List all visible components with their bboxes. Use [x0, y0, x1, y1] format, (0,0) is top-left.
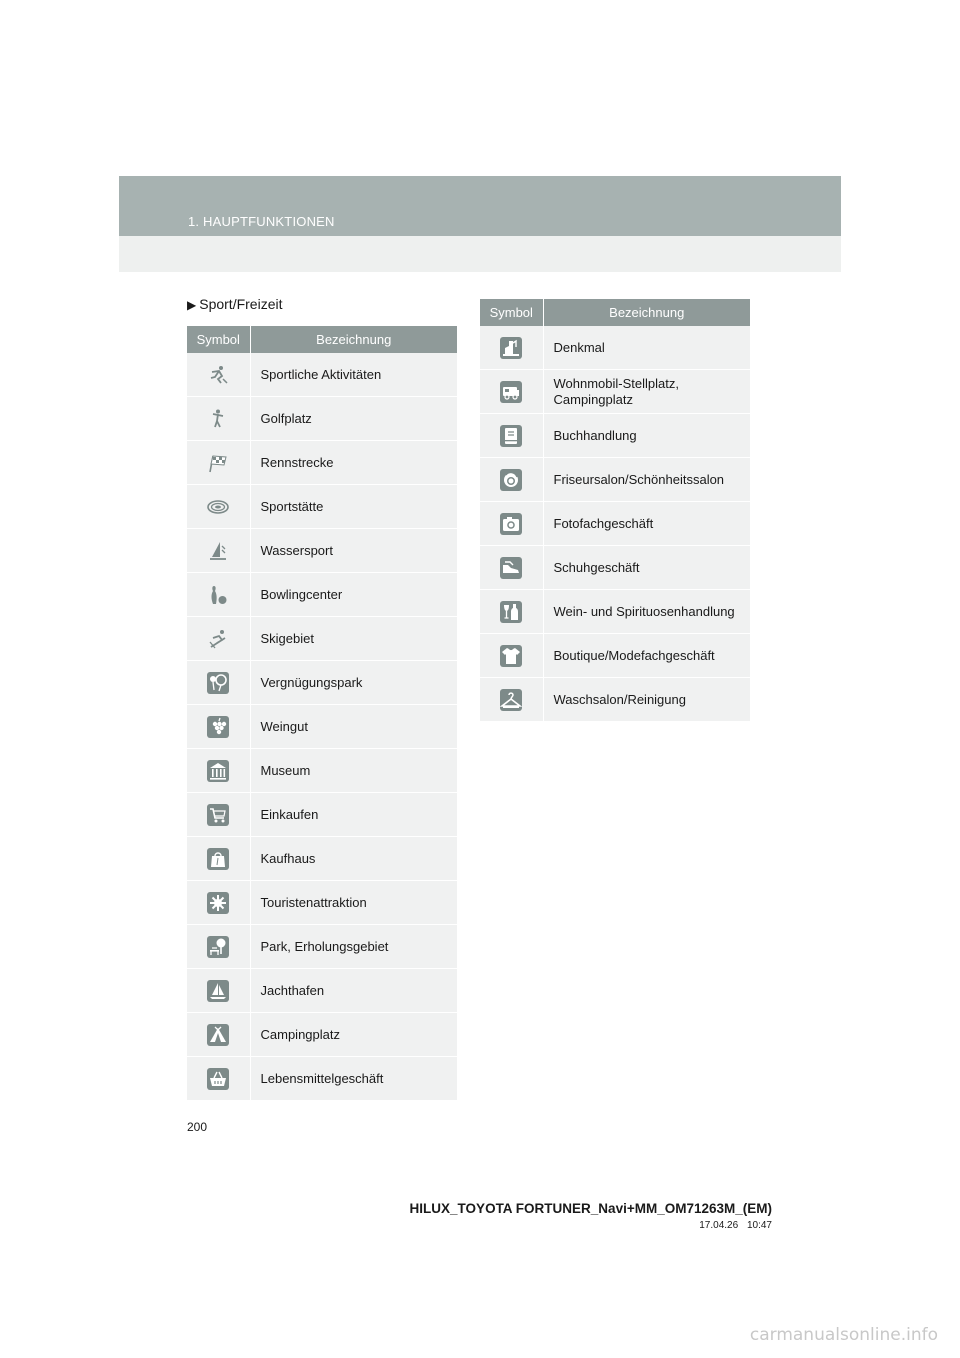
symbol-cell: [480, 678, 543, 722]
golf-icon: [207, 408, 229, 430]
poi-name: Vergnügungspark: [250, 661, 457, 705]
poi-name: Schuhgeschäft: [543, 546, 750, 590]
sailboat-icon: [207, 980, 229, 1002]
windsurf-icon: [207, 540, 229, 562]
poi-name: Bowlingcenter: [250, 573, 457, 617]
hair-salon-icon: [500, 469, 522, 491]
table-row: [187, 661, 457, 705]
poi-name: Boutique/Modefachgeschäft: [543, 634, 750, 678]
grocery-basket-icon: [207, 1068, 229, 1090]
poi-name: Touristenattraktion: [250, 881, 457, 925]
table-row: [187, 925, 457, 969]
wine-bottle-icon: [500, 601, 522, 623]
symbol-cell: [480, 502, 543, 546]
grapes-icon: [207, 716, 229, 738]
triangle-bullet-icon: ▶: [187, 298, 197, 312]
table-row: [187, 749, 457, 793]
symbol-cell: [480, 546, 543, 590]
table-row: [480, 458, 750, 502]
symbol-cell: [480, 458, 543, 502]
museum-icon: [207, 760, 229, 782]
column-header-symbol: Symbol: [187, 326, 250, 353]
symbol-cell: [187, 441, 250, 485]
table-row: [187, 617, 457, 661]
symbol-cell: [480, 370, 543, 414]
table-row: [480, 370, 750, 414]
symbol-cell: [187, 573, 250, 617]
poi-name: Fotofachgeschäft: [543, 502, 750, 546]
poi-name: Skigebiet: [250, 617, 457, 661]
symbol-cell: [187, 705, 250, 749]
poi-name: Golfplatz: [250, 397, 457, 441]
poi-name: Lebensmittelgeschäft: [250, 1057, 457, 1101]
shopping-cart-icon: [207, 804, 229, 826]
symbol-cell: [480, 414, 543, 458]
section-title-text: Sport/Freizeit: [199, 296, 283, 312]
watermark: carmanualsonline.info: [749, 1325, 938, 1345]
symbol-cell: [187, 617, 250, 661]
shoe-icon: [500, 557, 522, 579]
table-row: [187, 397, 457, 441]
table-row: [187, 881, 457, 925]
poi-name: Jachthafen: [250, 969, 457, 1013]
poi-table-right: [480, 299, 750, 722]
symbol-cell: [480, 590, 543, 634]
column-header-name: Bezeichnung: [543, 299, 750, 326]
table-row: [187, 353, 457, 397]
table-row: [480, 414, 750, 458]
poi-name: Campingplatz: [250, 1013, 457, 1057]
skiing-icon: [207, 628, 229, 650]
symbol-cell: [187, 353, 250, 397]
table-row: [480, 546, 750, 590]
tent-icon: [207, 1024, 229, 1046]
symbol-cell: [187, 485, 250, 529]
symbol-cell: [187, 749, 250, 793]
symbol-cell: [187, 529, 250, 573]
header-band: [119, 176, 841, 236]
camper-icon: [500, 381, 522, 403]
table-row: [187, 529, 457, 573]
footer-time: 10:47: [746, 1220, 772, 1231]
poi-table-left: [187, 326, 457, 1101]
amusement-park-icon: [207, 672, 229, 694]
chapter-title: 1. HAUPTFUNKTIONEN: [188, 214, 335, 229]
section-title: [187, 296, 282, 312]
stadium-icon: [207, 496, 229, 518]
poi-name: Rennstrecke: [250, 441, 457, 485]
bowling-icon: [207, 584, 229, 606]
symbol-cell: [187, 969, 250, 1013]
poi-name: Museum: [250, 749, 457, 793]
footer-timestamp: [699, 1220, 772, 1231]
table-row: [187, 485, 457, 529]
table-row: [187, 969, 457, 1013]
hanger-icon: [500, 689, 522, 711]
table-row: [187, 1013, 457, 1057]
header-subband: [119, 236, 841, 272]
symbol-cell: [187, 1057, 250, 1101]
column-header-name: Bezeichnung: [250, 326, 457, 353]
column-header-symbol: Symbol: [480, 299, 543, 326]
table-row: [480, 590, 750, 634]
shopping-bag-icon: [207, 848, 229, 870]
table-row: [187, 573, 457, 617]
book-icon: [500, 425, 522, 447]
poi-name: Buchhandlung: [543, 414, 750, 458]
symbol-cell: [187, 1013, 250, 1057]
camera-icon: [500, 513, 522, 535]
poi-name: Wassersport: [250, 529, 457, 573]
checkered-flag-icon: [207, 452, 229, 474]
symbol-cell: [187, 925, 250, 969]
table-row: [187, 705, 457, 749]
poi-name: Kaufhaus: [250, 837, 457, 881]
footer-document-id: HILUX_TOYOTA FORTUNER_Navi+MM_OM71263M_(EM): [409, 1201, 772, 1216]
table-row: [480, 678, 750, 722]
poi-name: Friseursalon/Schönheitssalon: [543, 458, 750, 502]
poi-name: Sportstätte: [250, 485, 457, 529]
symbol-cell: [187, 397, 250, 441]
symbol-cell: [480, 634, 543, 678]
table-row: [480, 634, 750, 678]
symbol-cell: [187, 661, 250, 705]
poi-name: Wein- und Spirituosenhandlung: [543, 590, 750, 634]
symbol-cell: [187, 837, 250, 881]
table-row: [187, 1057, 457, 1101]
table-row: [187, 837, 457, 881]
table-row: [187, 441, 457, 485]
symbol-cell: [187, 881, 250, 925]
attraction-gear-icon: [207, 892, 229, 914]
poi-name: Wohnmobil-Stellplatz, Campingplatz: [543, 370, 750, 414]
poi-name: Park, Erholungsgebiet: [250, 925, 457, 969]
table-row: [480, 502, 750, 546]
poi-name: Weingut: [250, 705, 457, 749]
poi-name: Waschsalon/Reinigung: [543, 678, 750, 722]
monument-icon: [500, 337, 522, 359]
sports-activity-icon: [207, 364, 229, 386]
park-icon: [207, 936, 229, 958]
poi-name: Denkmal: [543, 326, 750, 370]
shirt-icon: [500, 645, 522, 667]
page-number: 200: [187, 1120, 208, 1134]
table-row: [187, 793, 457, 837]
table-row: [480, 326, 750, 370]
symbol-cell: [480, 326, 543, 370]
poi-name: Sportliche Aktivitäten: [250, 353, 457, 397]
symbol-cell: [187, 793, 250, 837]
poi-name: Einkaufen: [250, 793, 457, 837]
footer-date: 17.04.26: [699, 1220, 739, 1231]
